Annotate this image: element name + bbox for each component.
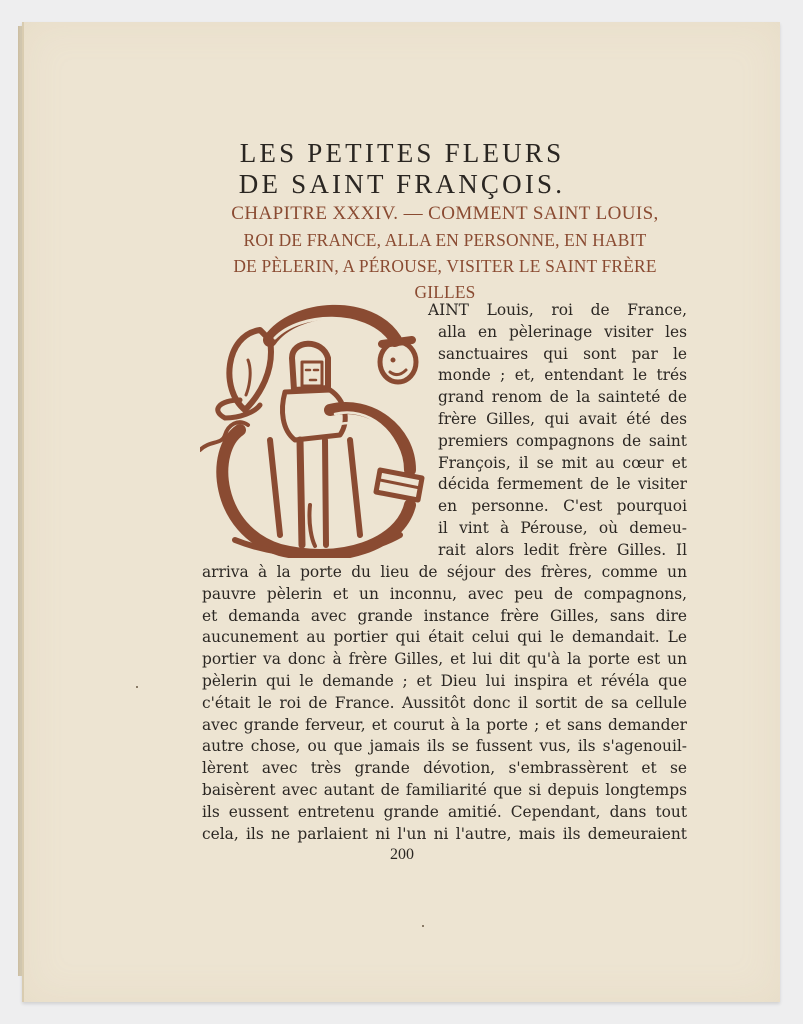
book-title-line-2: DE SAINT FRANÇOIS. bbox=[238, 169, 566, 199]
text-line: et demanda avec grande instance frère Gilles, sans dire bbox=[202, 606, 687, 625]
chapter-heading-line-1: CHAPITRE XXXIV. — COMMENT SAINT LOUIS, bbox=[231, 203, 659, 224]
text-line: c'était le roi de France. Aussitôt donc il sortit de sa cellule bbox=[202, 693, 687, 712]
book-title-line-1: LES PETITES FLEURS bbox=[239, 138, 565, 168]
text-line: François, il se mit au cœur et bbox=[438, 453, 687, 472]
text-line: rait alors ledit frère Gilles. Il bbox=[438, 540, 687, 559]
text-line: alla en pèlerinage visiter les bbox=[438, 322, 687, 341]
text-line: pauvre pèlerin et un inconnu, avec peu de compagnons, bbox=[202, 584, 687, 603]
text-line: arriva à la porte du lieu de séjour des frères, comme un bbox=[202, 563, 687, 581]
page-number: 200 bbox=[390, 846, 414, 863]
text-line: autre chose, ou que jamais ils se fussent vus, ils s'agenouil- bbox=[202, 737, 687, 756]
book-page bbox=[22, 22, 780, 1002]
paper-speck bbox=[136, 686, 138, 688]
text-line: cela, ils ne parlaient ni l'un ni l'autre, mais ils demeuraient bbox=[202, 824, 687, 843]
text-line: AINT Louis, roi de France, bbox=[428, 301, 687, 319]
text-line: décida fermement de le visiter bbox=[438, 475, 687, 494]
text-line: monde ; et, entendant le trés bbox=[438, 366, 687, 385]
text-line: premiers compagnons de saint bbox=[438, 431, 687, 450]
paper-speck bbox=[422, 925, 424, 927]
text-line: ils eussent entretenu grande amitié. Cependant, dans tout bbox=[202, 802, 687, 821]
chapter-heading-line-3: DE PÈLERIN, A PÉROUSE, VISITER LE SAINT FRÈRE bbox=[233, 256, 657, 276]
chapter-heading bbox=[196, 201, 694, 305]
body-text-beside-initial bbox=[428, 300, 687, 562]
text-line: grand renom de la sainteté de bbox=[438, 388, 687, 407]
text-line: pèlerin qui le demande ; et Dieu lui inspira et révéla que bbox=[202, 671, 687, 690]
chapter-heading-line-2: ROI DE FRANCE, ALLA EN PERSONNE, EN HABIT bbox=[243, 230, 647, 250]
illuminated-initial-s-icon bbox=[200, 300, 434, 558]
text-line: portier va donc à frère Gilles, et lui dit qu'à la porte est un bbox=[202, 650, 687, 669]
text-line: il vint à Pérouse, où demeu- bbox=[438, 518, 687, 537]
text-line: sanctuaires qui sont par le bbox=[438, 344, 687, 363]
text-line: frère Gilles, qui avait été des bbox=[438, 409, 687, 428]
text-line: lèrent avec très grande dévotion, s'embrassèrent et se bbox=[202, 759, 687, 778]
text-line: baisèrent avec autant de familiarité que si depuis longtemps bbox=[202, 780, 687, 799]
text-line: aucunement au portier qui était celui qui le demandait. Le bbox=[202, 628, 687, 647]
text-line: en personne. C'est pourquoi bbox=[438, 497, 687, 516]
body-text-full-width bbox=[202, 562, 687, 845]
text-line: avec grande ferveur, et courut à la porte ; et sans demander bbox=[202, 715, 687, 734]
book-title bbox=[24, 138, 780, 200]
chapter-heading-line-4: GILLES bbox=[414, 282, 476, 302]
